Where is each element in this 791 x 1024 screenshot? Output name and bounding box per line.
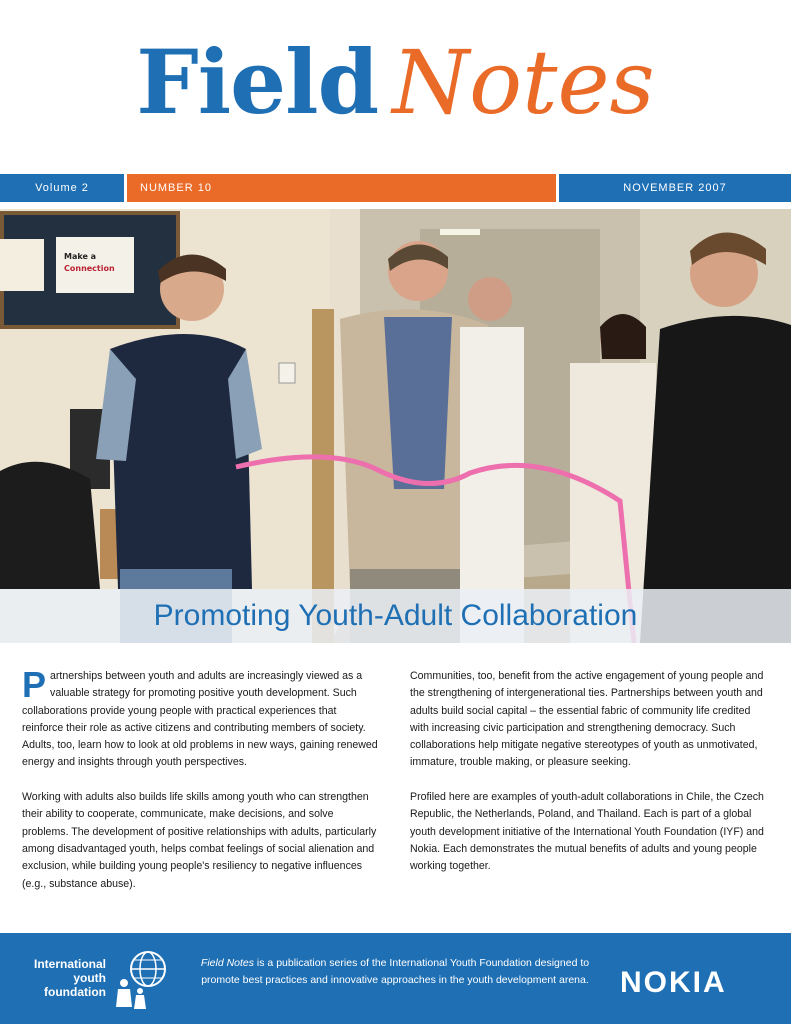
title-field: Field (136, 30, 379, 134)
left-paragraph-1 (22, 664, 380, 772)
right-paragraph-1: Communities, too, benefit from the active engagement of young people and the strengthening of intergenerational ties. Partnerships between youth and adults build social capital – the essential fabric of community life credited with increasing civic participation and strengthening democracy. Such collaborations help mitigate negative stereotypes of youth as unmotivated, immature, trouble making, or pleasure seeking. (410, 670, 764, 769)
masthead-title (0, 22, 791, 142)
date-label: NOVEMBER 2007 (559, 174, 791, 202)
footer-note-text: is a publication series of the International Youth Foundation designed to promote best practices and innovative approaches in the youth development arena. (201, 957, 590, 986)
cover-photo (0, 209, 791, 643)
left-paragraph-1-text: artnerships between youth and adults are increasingly viewed as a valuable strategy for promoting positive youth development. Such collaborations provide young people with practical experiences that reinforce their role as active citizens and contributing members of society. Adults, too, learn how to look at old problems in new ways, gaining renewed energy and insights through youth perspectives. (22, 670, 378, 769)
iyf-line-3: foundation (44, 985, 106, 999)
dropcap: P (22, 664, 47, 705)
left-paragraph-2: Working with adults also builds life skills among youth who can strengthen their ability to cooperate, communicate, make decisions, and solve problems. The development of positive relationships with adults, particularly among disadvantaged youth, helps combat feelings of social alienation and exclusion, while building young people's resiliency to negative influences (e.g., substance abuse). (22, 791, 377, 890)
issue-bar (0, 174, 791, 202)
number-label: NUMBER 10 (127, 174, 556, 202)
iyf-line-1: International (33, 957, 106, 971)
iyf-logo (24, 949, 184, 1013)
nokia-logo: NOKIA (620, 966, 727, 999)
right-paragraph-2: Profiled here are examples of youth-adult collaborations in Chile, the Czech Republic, the Netherlands, Poland, and Thailand. Each is part of a global youth development initiative of the International Youth Foundation (IYF) and Nokia. Each demonstrates the mutual benefits of adults and young people working together. (410, 791, 764, 873)
headline: Promoting Youth-Adult Collaboration (0, 589, 791, 643)
iyf-line-2: youth (73, 971, 106, 985)
sign-text-2: Connection (64, 264, 115, 273)
article-column-left (22, 664, 380, 910)
globe-icon (110, 949, 174, 1013)
article-column-right (410, 668, 768, 893)
footer-note (200, 955, 590, 989)
footer (0, 933, 791, 1024)
footer-note-italic: Field Notes (200, 957, 255, 969)
title-notes: Notes (392, 31, 655, 134)
sign-text-1: Make a (64, 252, 97, 261)
volume-label: Volume 2 (0, 174, 124, 202)
ribbon-cutting-illustration (0, 209, 791, 643)
